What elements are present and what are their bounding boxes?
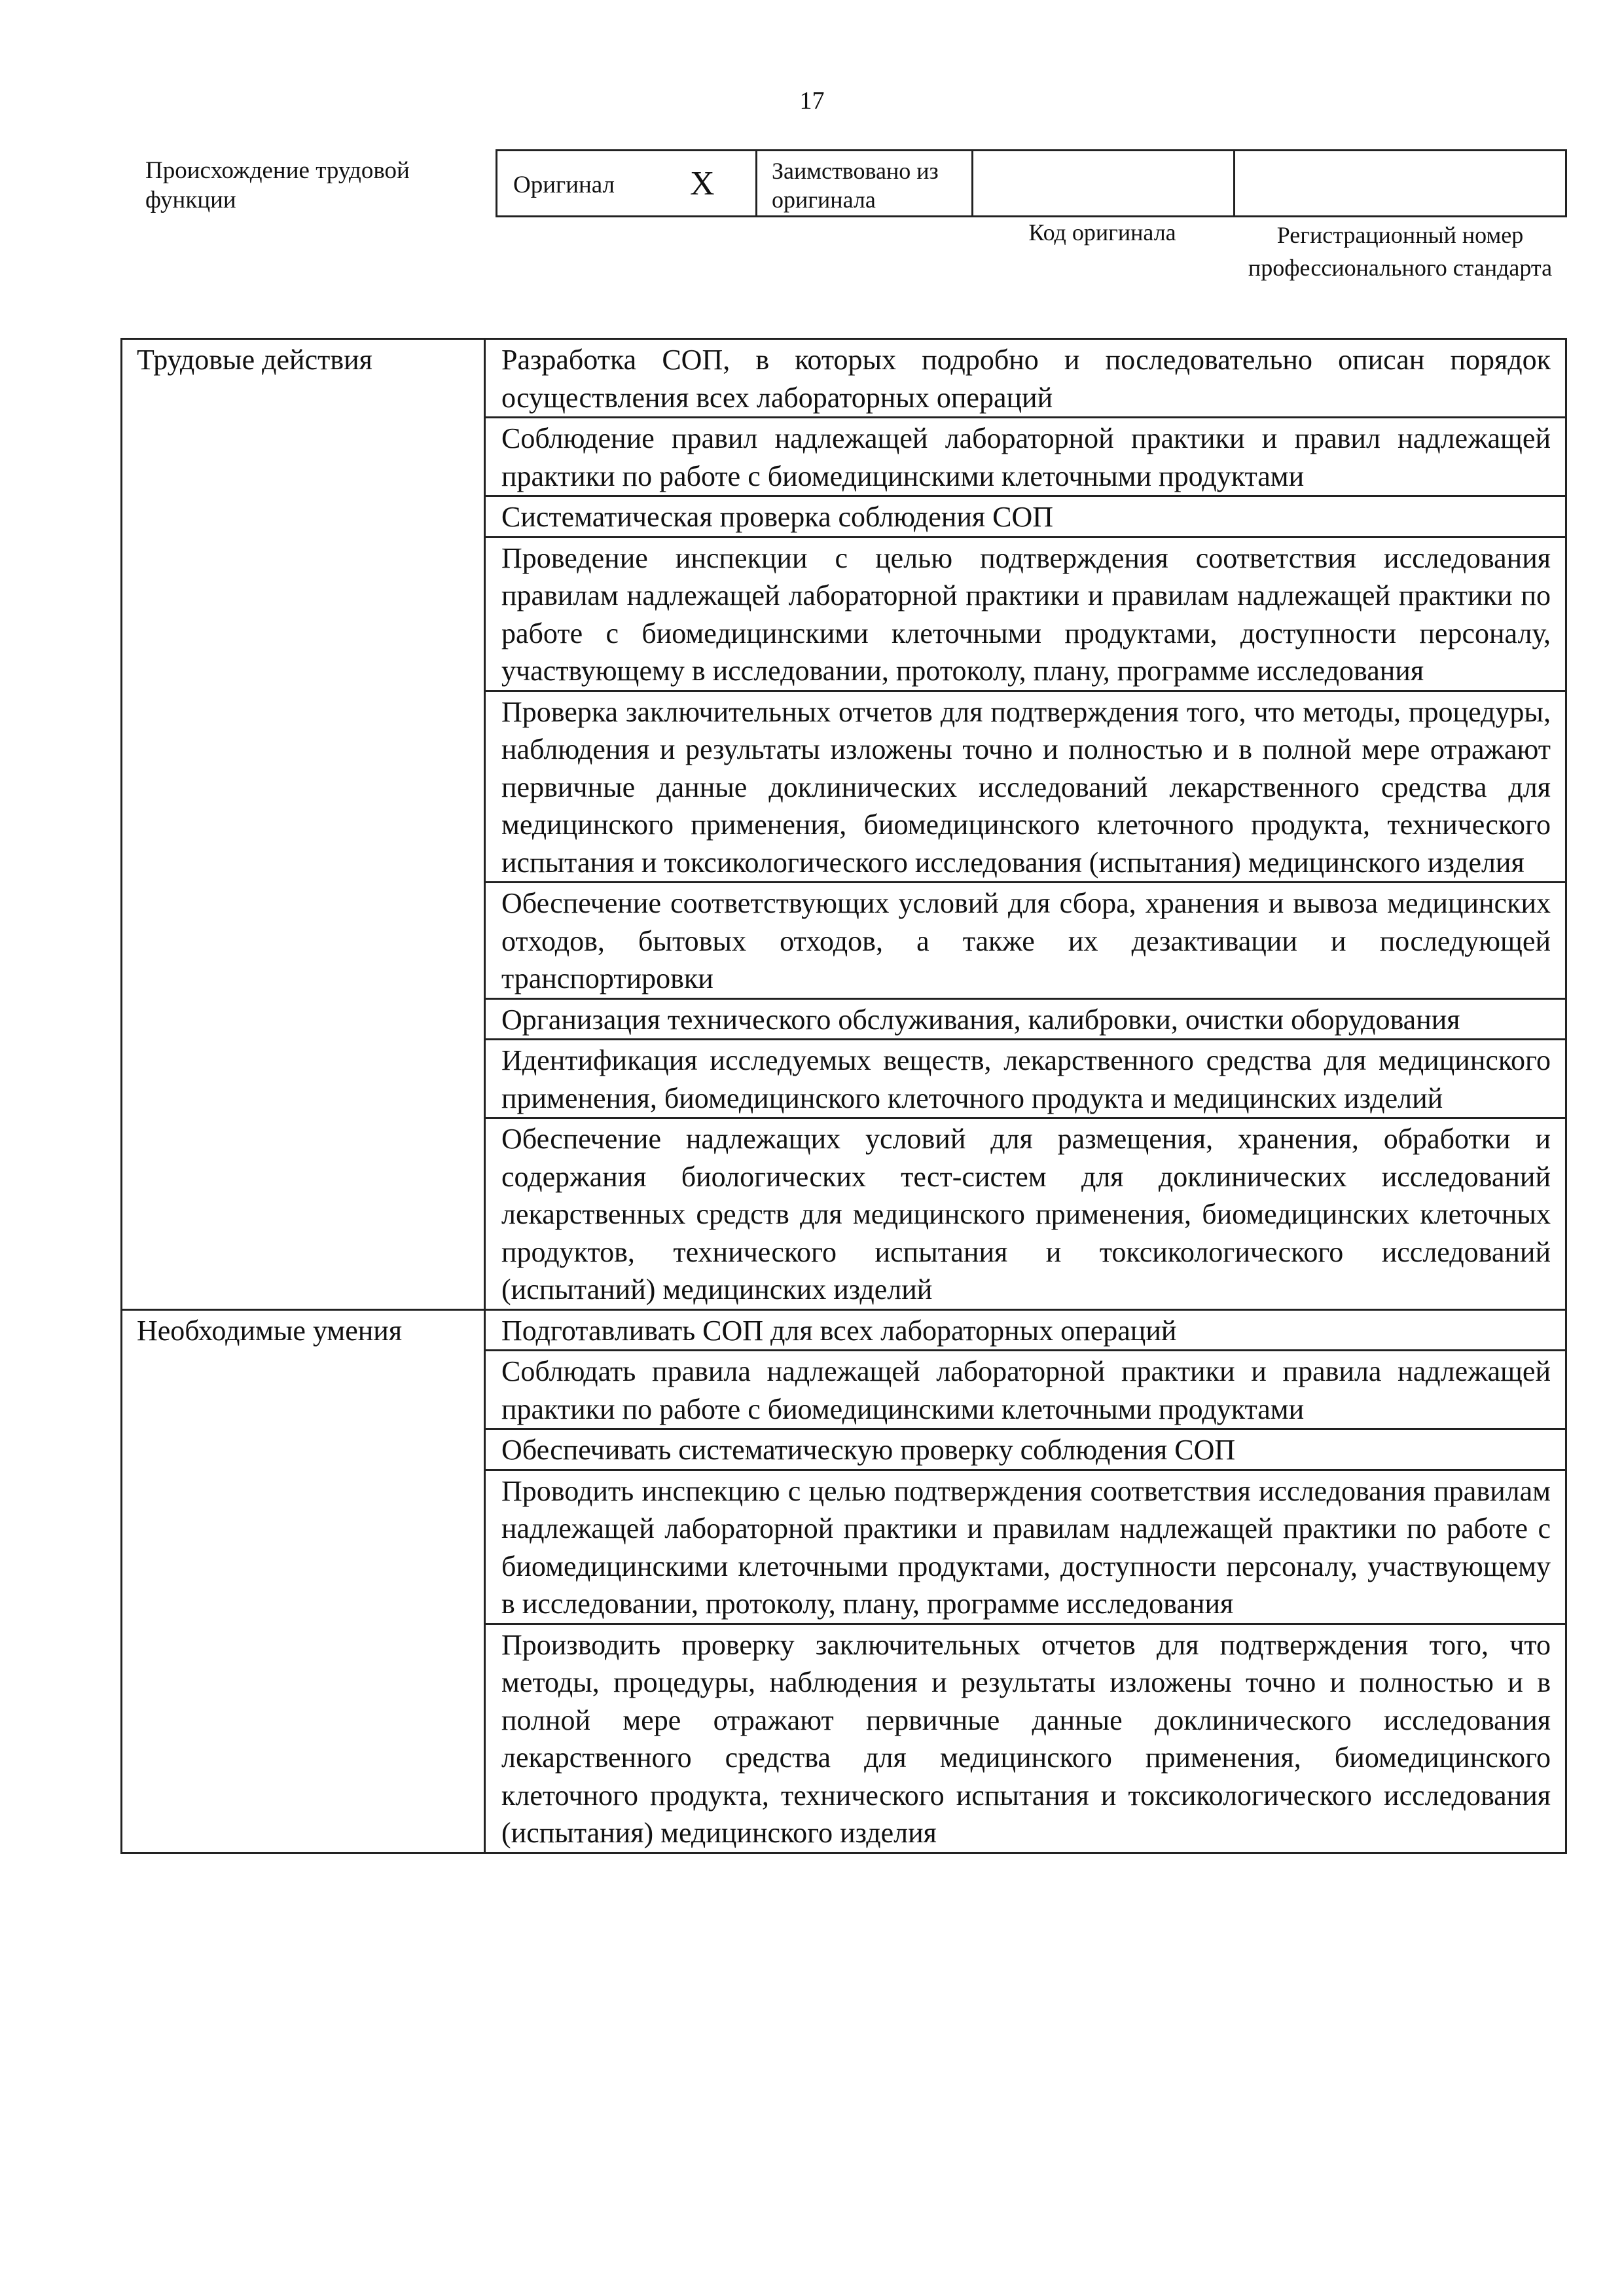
table-cell: Систематическая проверка соблюдения СОП (485, 496, 1566, 538)
function-table (120, 338, 1567, 1854)
table-cell: Подготавливать СОП для всех лабораторных операций (485, 1309, 1566, 1351)
origin-label: Происхождение трудовой функции (145, 157, 410, 213)
section-title-labor-actions: Трудовые действия (122, 339, 485, 1310)
section-title-required-skills: Необходимые умения (122, 1309, 485, 1853)
page-number: 17 (799, 87, 825, 115)
table-cell: Обеспечивать систематическую проверку соблюдения СОП (485, 1429, 1566, 1470)
borrowed-cell (757, 151, 973, 215)
original-mark: X (690, 165, 715, 202)
table-cell: Соблюдать правила надлежащей лабораторной практики и правила надлежащей практики по работе с биомедицинскими клеточными продуктами (485, 1351, 1566, 1429)
table-cell: Соблюдение правил надлежащей лабораторной практики и правил надлежащей практики по работе с биомедицинскими клеточными продуктами (485, 418, 1566, 496)
table-cell: Проведение инспекции с целью подтверждения соответствия исследования правилам надлежащей лабораторной практики и правилам надлежащей практики по работе с биомедицинскими клеточными продуктами, доступности персоналу, участвующему в исследовании, протоколу, плану, программе исследования (485, 537, 1566, 691)
code-caption: Код оригинала (1028, 219, 1176, 246)
table-cell: Обеспечение надлежащих условий для размещения, хранения, обработки и содержания биологических тест-систем для доклинических исследований лекарственных средств для медицинского применения, биомедицинских клеточных продуктов, технического испытания и токсикологического исследований (испытаний) медицинских изделий (485, 1118, 1566, 1310)
table-cell: Проверка заключительных отчетов для подтверждения того, что методы, процедуры, наблюдения и результаты изложены точно и полностью и в полной мере отражают первичные данные доклинических исследований лекарственного средства для медицинского применения, биомедицинского клеточного продукта, технического испытания и токсикологического исследования (испытания) медицинского изделия (485, 691, 1566, 883)
registration-caption: Регистрационный номер профессионального стандарта (1248, 222, 1553, 281)
original-code-cell (973, 151, 1235, 215)
table-row (122, 1309, 1566, 1351)
table-row (122, 339, 1566, 418)
original-cell (497, 151, 757, 215)
original-label: Оригинал (513, 172, 615, 198)
table-cell: Производить проверку заключительных отчетов для подтверждения того, что методы, процедуры, наблюдения и результаты изложены точно и полностью и в полной мере отражают первичные данные доклинического исследования лекарственного средства для медицинского применения, биомедицинского клеточного продукта, технического испытания и токсикологического исследования (испытания) медицинского изделия (485, 1624, 1566, 1853)
table-cell: Разработка СОП, в которых подробно и последовательно описан порядок осуществления всех лабораторных операций (485, 339, 1566, 418)
registration-number-cell (1235, 151, 1565, 215)
table-cell: Проводить инспекцию с целью подтверждения соответствия исследования правилам надлежащей лабораторной практики и правилам надлежащей практики по работе с биомедицинскими клеточными продуктами, доступности персоналу, участвующему в исследовании, протоколу, плану, программе исследования (485, 1470, 1566, 1624)
table-cell: Идентификация исследуемых веществ, лекарственного средства для медицинского применения, биомедицинского клеточного продукта и медицинских изделий (485, 1040, 1566, 1118)
table-cell: Обеспечение соответствующих условий для сбора, хранения и вывоза медицинских отходов, бытовых отходов, а также их дезактивации и последующей транспортировки (485, 883, 1566, 999)
table-cell: Организация технического обслуживания, калибровки, очистки оборудования (485, 998, 1566, 1040)
origin-box (496, 149, 1567, 217)
borrowed-label: Заимствовано из оригинала (772, 158, 939, 213)
